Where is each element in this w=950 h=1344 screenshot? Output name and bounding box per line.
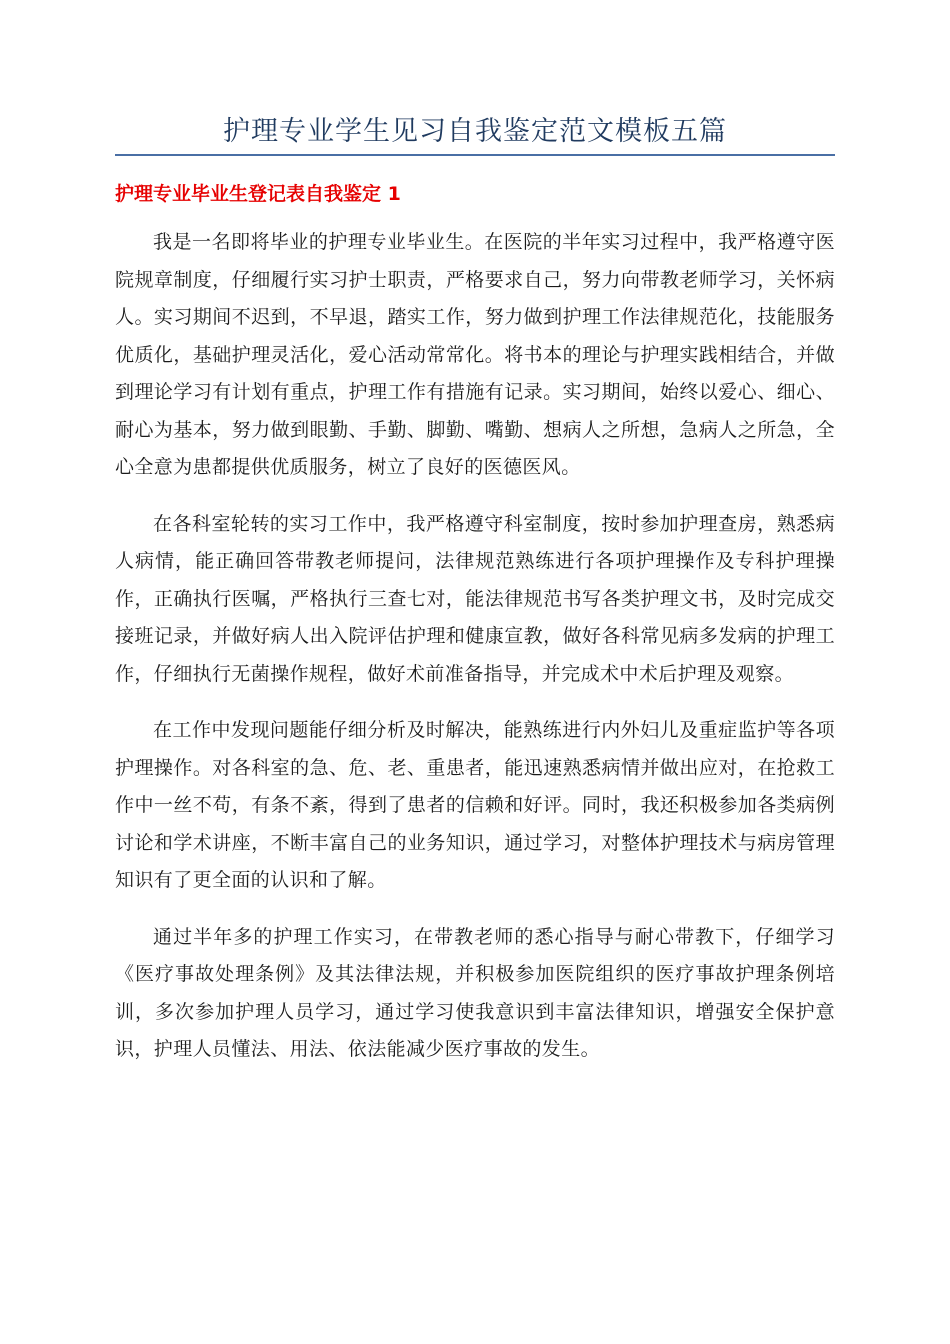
body-paragraph: 在各科室轮转的实习工作中，我严格遵守科室制度，按时参加护理查房，熟悉病人病情，能正确回答带教老师提问，法律规范熟练进行各项护理操作及专科护理操作，正确执行医嘱，严格执行三查七对，能法律规范书写各类护理文书，及时完成交接班记录，并做好病人出入院评估护理和健康宣教，做好各科常见病多发病的护理工作，仔细执行无菌操作规程，做好术前准备指导，并完成术中术后护理及观察。	[115, 512, 835, 685]
document-body	[115, 224, 835, 1088]
body-paragraph: 通过半年多的护理工作实习，在带教老师的悉心指导与耐心带教下，仔细学习《医疗事故处理条例》及其法律法规，并积极参加医院组织的医疗事故护理条例培训，多次参加护理人员学习，通过学习使我意识到丰富法律知识，增强安全保护意识，护理人员懂法、用法、依法能减少医疗事故的发生。	[115, 925, 835, 1060]
section-heading: 护理专业毕业生登记表自我鉴定 1	[115, 183, 401, 205]
title-underline	[115, 154, 835, 156]
body-paragraph: 我是一名即将毕业的护理专业毕业生。在医院的半年实习过程中，我严格遵守医院规章制度，仔细履行实习护士职责，严格要求自己，努力向带教老师学习，关怀病人。实习期间不迟到，不早退，踏实工作，努力做到护理工作法律规范化，技能服务优质化，基础护理灵活化，爱心活动常常化。将书本的理论与护理实践相结合，并做到理论学习有计划有重点，护理工作有措施有记录。实习期间，始终以爱心、细心、耐心为基本，努力做到眼勤、手勤、脚勤、嘴勤、想病人之所想，急病人之所急，全心全意为患都提供优质服务，树立了良好的医德医风。	[115, 231, 835, 478]
document-title: 护理专业学生见习自我鉴定范文模板五篇	[223, 116, 727, 147]
body-paragraph: 在工作中发现问题能仔细分析及时解决，能熟练进行内外妇儿及重症监护等各项护理操作。对各科室的急、危、老、重患者，能迅速熟悉病情并做出应对，在抢救工作中一丝不苟，有条不紊，得到了患者的信赖和好评。同时，我还积极参加各类病例讨论和学术讲座，不断丰富自己的业务知识，通过学习，对整体护理技术与病房管理知识有了更全面的认识和了解。	[115, 719, 835, 891]
